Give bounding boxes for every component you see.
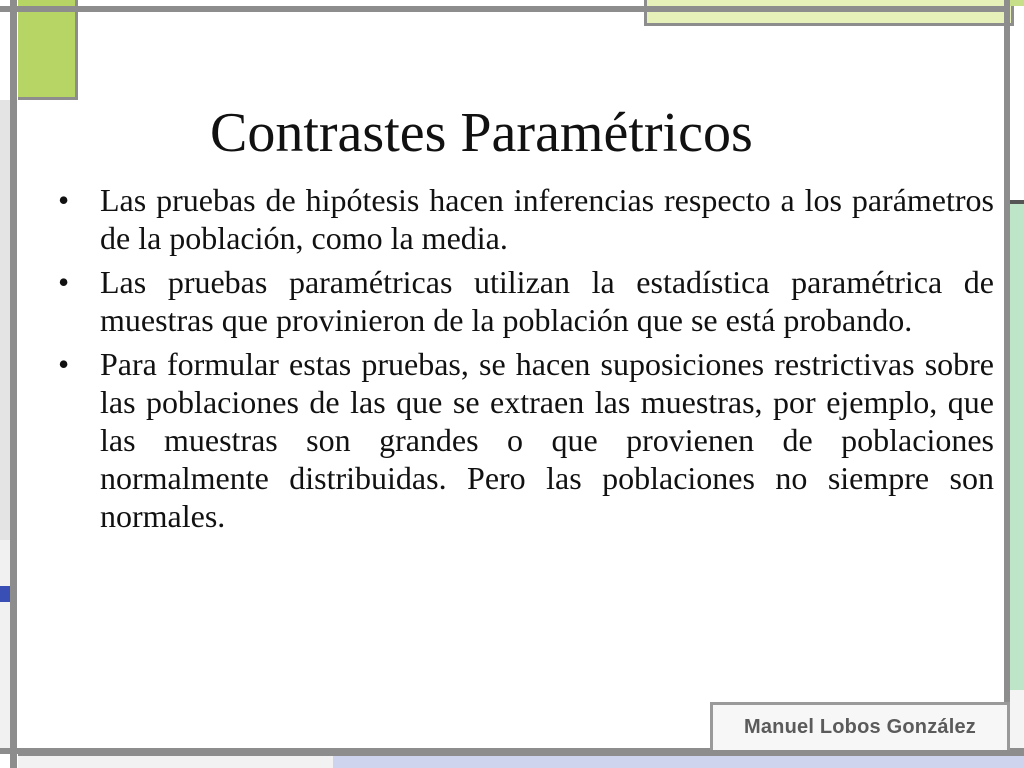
right-edge-strip-white (1010, 690, 1024, 748)
bullet-item (58, 181, 994, 257)
author-name: Manuel Lobos González (744, 716, 976, 738)
slide-title: Contrastes Paramétricos (210, 102, 753, 164)
right-edge-strip-green (1010, 200, 1024, 690)
frame-right-line (1004, 0, 1010, 768)
frame-left-line (10, 0, 17, 768)
bottom-right-bar (333, 754, 1024, 768)
bullet-text: Para formular estas pruebas, se hacen suposiciones restrictivas sobre las poblaciones de las que se extraen las muestras, por ejemplo, que las muestras son grandes o que provienen de poblaciones normalmente distribuidas. Pero las poblaciones no siempre son normales. (100, 346, 994, 534)
bullet-marker: • (58, 264, 70, 300)
bullet-text: Las pruebas de hipótesis hacen inferencias respecto a los parámetros de la población, como la media. (100, 182, 994, 256)
bullet-marker: • (58, 182, 70, 218)
bullet-text: Las pruebas paramétricas utilizan la estadística paramétrica de muestras que provinieron de la población que se está probando. (100, 264, 994, 338)
bullet-list (58, 181, 994, 541)
left-blue-marker (0, 586, 10, 602)
bullet-item (58, 345, 994, 535)
frame-top-line (0, 6, 1010, 12)
author-box (710, 702, 1010, 750)
bottom-left-bar (18, 754, 333, 768)
right-edge-dash (1010, 200, 1024, 204)
green-accent-block-top-left (18, 0, 78, 100)
left-edge-strip-upper (0, 100, 10, 540)
left-edge-strip-lower (0, 540, 10, 748)
bullet-marker: • (58, 346, 70, 382)
bullet-item (58, 263, 994, 339)
green-accent-block-top-right (644, 0, 1014, 26)
